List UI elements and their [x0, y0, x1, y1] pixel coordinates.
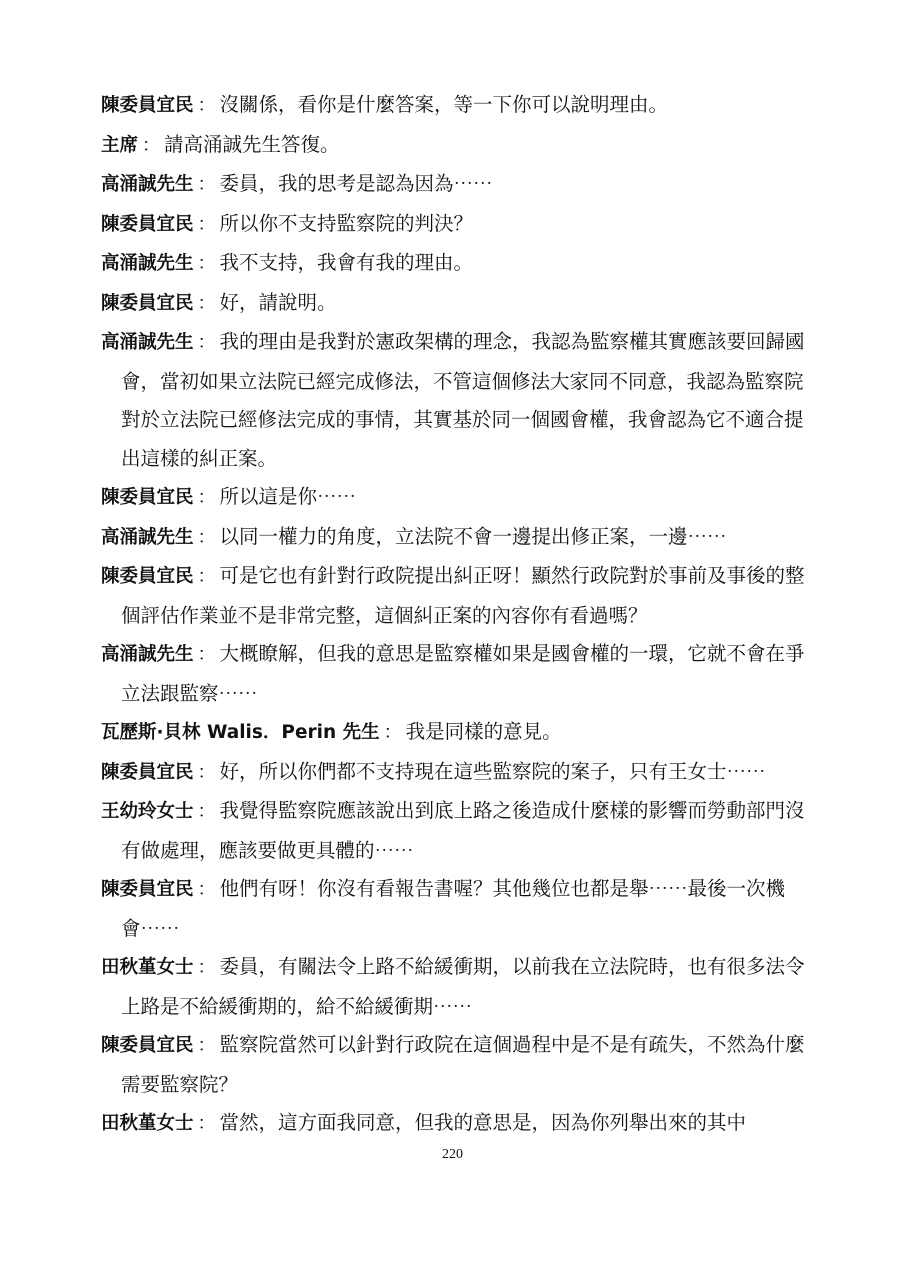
transcript-entry — [101, 478, 813, 518]
speaker-separator: ： — [197, 332, 216, 353]
speaker-name: 主席 — [101, 134, 139, 156]
speaker-separator: ： — [197, 213, 216, 235]
transcript-entry — [101, 165, 813, 205]
speech-text: 可是它也有針對行政院提出糾正呀！顯然行政院對於事前及事後的整個評估作業並不是非常完整，這個糾正案的內容你有看過嗎？ — [121, 564, 805, 627]
speaker-separator: ： — [197, 1035, 216, 1056]
speech-text: 我是同樣的意見。 — [405, 720, 562, 743]
speaker-separator: ： — [197, 644, 216, 665]
speaker-separator: ： — [142, 134, 161, 156]
speaker-separator: ： — [197, 761, 216, 783]
speaker-name: 高涌誠先生 — [101, 174, 194, 195]
transcript — [101, 86, 813, 1144]
speaker-separator: ： — [197, 957, 216, 978]
speech-text: 大概瞭解，但我的意思是監察權如果是國會權的一環，它就不會在爭立法跟監察⋯⋯ — [121, 642, 805, 705]
speech-text: 以同一權力的角度，立法院不會一邊提出修正案，一邊⋯⋯ — [219, 524, 727, 548]
speaker-name: 陳委員宜民 — [101, 566, 194, 587]
transcript-entry — [101, 205, 813, 245]
speech-text: 我不支持，我會有我的理由。 — [219, 251, 474, 274]
speech-text: 好，所以你們都不支持現在這些監察院的案子，只有王女士⋯⋯ — [219, 759, 766, 783]
transcript-entry — [101, 126, 813, 166]
transcript-entry — [101, 1104, 813, 1144]
speaker-separator: ： — [197, 253, 216, 274]
speaker-separator: ： — [383, 722, 402, 743]
speaker-separator: ： — [197, 566, 216, 587]
speaker-separator: ： — [197, 801, 216, 822]
speaker-separator: ： — [197, 487, 216, 508]
speaker-name: 高涌誠先生 — [101, 253, 194, 274]
speaker-name: 田秋堇女士 — [101, 1113, 194, 1134]
speaker-separator: ： — [197, 292, 216, 314]
speaker-separator: ： — [197, 879, 216, 900]
speaker-name: 陳委員宜民 — [101, 213, 194, 235]
speech-text: 我覺得監察院應該說出到底上路之後造成什麼樣的影響而勞動部門沒有做處理，應該要做更具體的⋯⋯ — [121, 799, 805, 862]
speech-text: 好，請說明。 — [219, 290, 337, 314]
speaker-separator: ： — [197, 526, 216, 548]
transcript-entry — [101, 323, 813, 478]
transcript-entry — [101, 1026, 813, 1104]
transcript-entry — [101, 635, 813, 713]
transcript-entry — [101, 284, 813, 324]
speaker-separator: ： — [197, 174, 216, 195]
transcript-entry — [101, 753, 813, 793]
speech-text: 所以你不支持監察院的判決？ — [219, 211, 474, 235]
speaker-name: 瓦歷斯·貝林 Walis．Perin 先生 — [101, 722, 380, 743]
speaker-separator: ： — [197, 95, 216, 116]
transcript-entry — [101, 86, 813, 126]
transcript-entry — [101, 518, 813, 558]
speaker-name: 陳委員宜民 — [101, 1035, 194, 1056]
transcript-entry — [101, 948, 813, 1026]
transcript-entry — [101, 557, 813, 635]
speaker-name: 陳委員宜民 — [101, 761, 194, 783]
speaker-separator: ： — [197, 1113, 216, 1134]
speaker-name: 陳委員宜民 — [101, 95, 194, 116]
speaker-name: 陳委員宜民 — [101, 487, 194, 508]
speech-text: 他們有呀！你沒有看報告書喔？其他幾位也都是舉⋯⋯最後一次機會⋯⋯ — [121, 877, 786, 940]
speaker-name: 高涌誠先生 — [101, 644, 194, 665]
speaker-name: 高涌誠先生 — [101, 526, 194, 548]
speech-text: 當然，這方面我同意，但我的意思是，因為你列舉出來的其中 — [219, 1111, 747, 1134]
page-number: 220 — [442, 1147, 463, 1162]
speech-text: 請高涌誠先生答復。 — [164, 132, 340, 156]
speech-text: 監察院當然可以針對行政院在這個過程中是不是有疏失，不然為什麼需要監察院？ — [121, 1033, 805, 1096]
speaker-name: 田秋堇女士 — [101, 957, 194, 978]
transcript-entry — [101, 870, 813, 948]
transcript-entry — [101, 244, 813, 284]
speaker-name: 高涌誠先生 — [101, 332, 194, 353]
speaker-name: 陳委員宜民 — [101, 292, 194, 314]
speaker-name: 陳委員宜民 — [101, 879, 194, 900]
speaker-name: 王幼玲女士 — [101, 801, 194, 822]
transcript-entry — [101, 792, 813, 870]
speech-text: 沒關係，看你是什麼答案，等一下你可以說明理由。 — [219, 93, 669, 116]
speech-text: 委員，我的思考是認為因為⋯⋯ — [219, 172, 493, 195]
transcript-entry — [101, 713, 813, 753]
speech-text: 我的理由是我對於憲政架構的理念，我認為監察權其實應該要回歸國會，當初如果立法院已經完成修法，不管這個修法大家同不同意，我認為監察院對於立法院已經修法完成的事情，其實基於同一個國會權，我會認為它不適合提出這樣的糾正案。 — [121, 330, 805, 470]
speech-text: 委員，有關法令上路不給緩衝期，以前我在立法院時，也有很多法令上路是不給緩衝期的，給不給緩衝期⋯⋯ — [121, 955, 805, 1018]
speech-text: 所以這是你⋯⋯ — [219, 485, 357, 508]
